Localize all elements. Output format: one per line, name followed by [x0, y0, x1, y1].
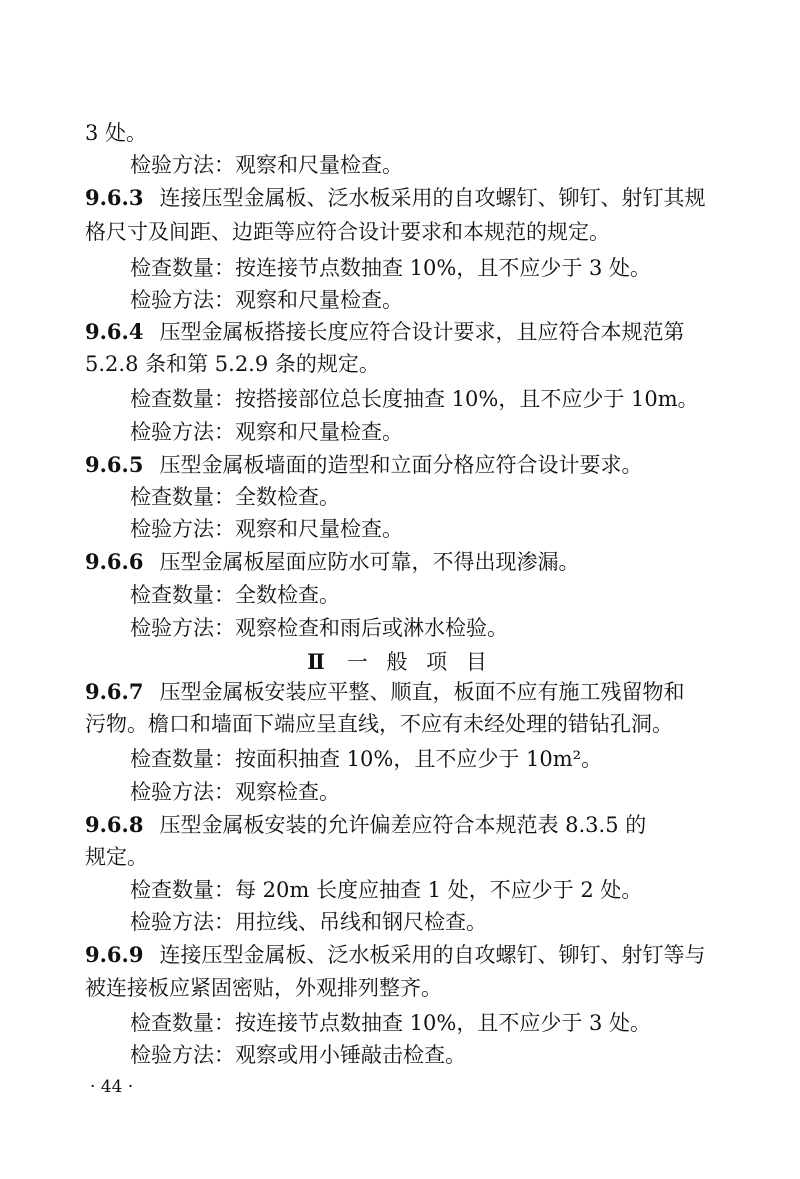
clause-number: 9.6.9	[85, 942, 144, 967]
clause-9-6-3	[85, 183, 800, 213]
inspection-method: 检验方法：观察和尺量检查。	[130, 420, 403, 444]
clause-text-continued: 被连接板应紧固密贴，外观排列整齐。	[85, 976, 442, 1000]
inspection-quantity: 检查数量：按连接节点数抽查 10%，且不应少于 3 处。	[130, 1011, 652, 1035]
inspection-quantity: 检查数量：按面积抽查 10%，且不应少于 10m²。	[130, 747, 603, 771]
clause-text: 压型金属板墙面的造型和立面分格应符合设计要求。	[159, 453, 643, 477]
clause-number: 9.6.4	[85, 319, 144, 344]
clause-9-6-9	[85, 940, 800, 970]
page-number: · 44 ·	[90, 1077, 134, 1097]
clause-9-6-6	[85, 547, 800, 577]
clause-text: 压型金属板搭接长度应符合设计要求，且应符合本规范第	[159, 320, 685, 344]
clause-number: 9.6.8	[85, 812, 144, 837]
clause-text: 连接压型金属板、泛水板采用的自攻螺钉、铆钉、射钉其规	[159, 186, 706, 210]
clause-9-6-8	[85, 810, 800, 840]
inspection-quantity: 检查数量：按搭接部位总长度抽查 10%，且不应少于 10m。	[130, 387, 699, 411]
clause-text-continued: 5.2.8 条和第 5.2.9 条的规定。	[85, 352, 380, 376]
inspection-method: 检验方法：观察和尺量检查。	[130, 517, 403, 541]
inspection-quantity: 检查数量：按连接节点数抽查 10%，且不应少于 3 处。	[130, 256, 652, 280]
inspection-method: 检验方法：观察检查。	[130, 780, 340, 804]
section-heading	[0, 647, 800, 677]
clause-number: 9.6.6	[85, 549, 144, 574]
clause-text: 压型金属板安装应平整、顺直，板面不应有施工残留物和	[159, 680, 685, 704]
clause-number: 9.6.3	[85, 185, 144, 210]
inspection-method: 检验方法：观察和尺量检查。	[130, 288, 403, 312]
clause-text-continued: 格尺寸及间距、边距等应符合设计要求和本规范的规定。	[85, 220, 610, 244]
clause-text-continued: 规定。	[85, 845, 148, 869]
clause-text: 压型金属板安装的允许偏差应符合本规范表 8.3.5 的	[159, 813, 647, 837]
inspection-method: 检验方法：观察检查和雨后或淋水检验。	[130, 616, 508, 640]
clause-9-6-4	[85, 317, 800, 347]
inspection-quantity: 检查数量：每 20m 长度应抽查 1 处，不应少于 2 处。	[130, 878, 643, 902]
inspection-method: 检验方法：观察和尺量检查。	[130, 153, 403, 177]
clause-number: 9.6.7	[85, 679, 144, 704]
section-title: 一 般 项 目	[346, 650, 493, 674]
clause-number: 9.6.5	[85, 452, 144, 477]
inspection-method: 检验方法：观察或用小锤敲击检查。	[130, 1043, 466, 1067]
inspection-quantity: 检查数量：全数检查。	[130, 485, 340, 509]
continuation-text: 3 处。	[85, 121, 148, 145]
inspection-method: 检验方法：用拉线、吊线和钢尺检查。	[130, 910, 487, 934]
inspection-quantity: 检查数量：全数检查。	[130, 583, 340, 607]
clause-text: 压型金属板屋面应防水可靠，不得出现渗漏。	[159, 550, 580, 574]
clause-9-6-7	[85, 677, 800, 707]
clause-text-continued: 污物。檐口和墙面下端应呈直线，不应有未经处理的错钻孔洞。	[85, 712, 673, 736]
section-numeral: Ⅱ	[307, 649, 325, 674]
clause-text: 连接压型金属板、泛水板采用的自攻螺钉、铆钉、射钉等与	[159, 943, 706, 967]
clause-9-6-5	[85, 450, 800, 480]
